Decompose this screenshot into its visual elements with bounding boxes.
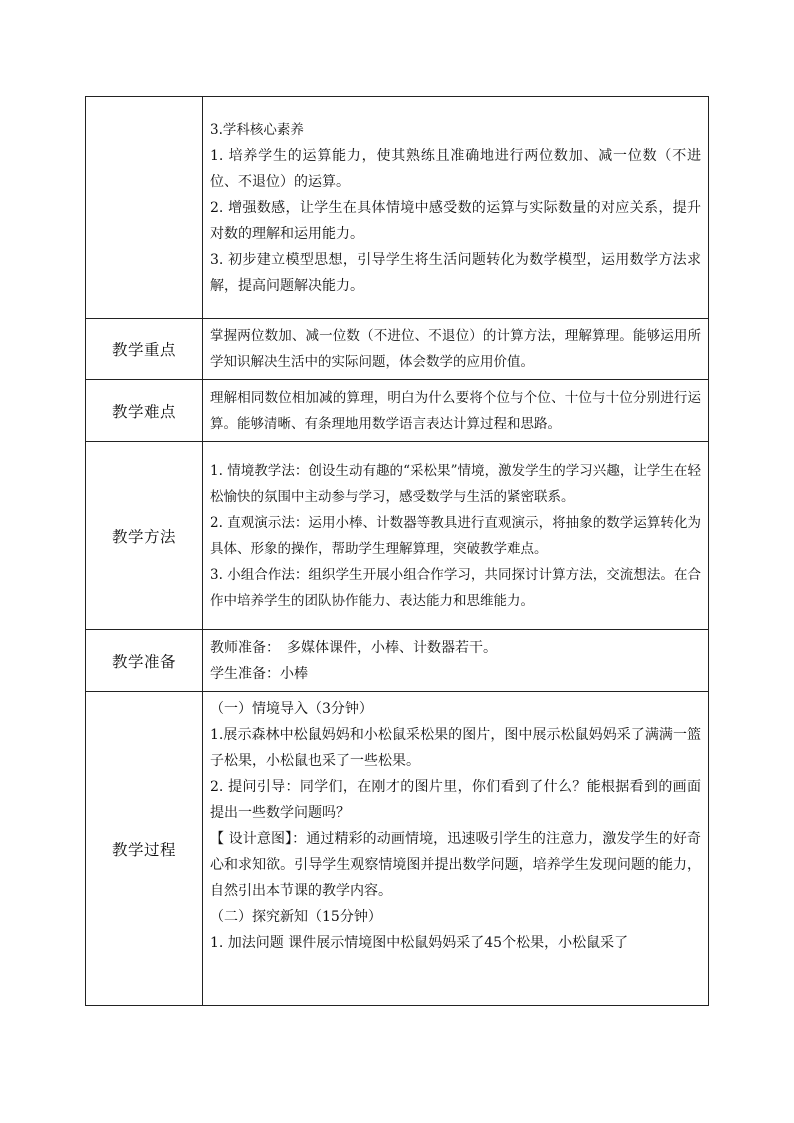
- paragraph: 1. 情境教学法：创设生动有趣的“采松果”情境，激发学生的学习兴趣，让学生在轻松愉快的氛围中主动参与学习，感受数学与生活的紧密联系。: [210, 462, 701, 505]
- paragraph: 2. 增强数感，让学生在具体情境中感受数的运算与实际数量的对应关系，提升对数的理解和运用能力。: [210, 199, 701, 242]
- row-content: [203, 692, 709, 1006]
- paragraph: 1. 培养学生的运算能力，使其熟练且准确地进行两位数加、减一位数（不进位、不退位）的运算。: [210, 147, 701, 190]
- paragraph: 3. 初步建立模型思想，引导学生将生活问题转化为数学模型，运用数学方法求解，提高问题解决能力。: [210, 251, 701, 294]
- paragraph: 学生准备：小棒: [210, 665, 308, 682]
- paragraph: 3.学科核心素养: [210, 121, 304, 138]
- row-content: [203, 319, 709, 380]
- row-content: [203, 630, 709, 692]
- row-content: [203, 442, 709, 630]
- table-row: [86, 380, 709, 442]
- paragraph: 【 设计意图】：通过精彩的动画情境，迅速吸引学生的注意力，激发学生的好奇心和求知欲。引导学生观察情境图并提出数学问题，培养学生发现问题的能力，自然引出本节课的教学内容。: [210, 831, 701, 899]
- table-row: [86, 97, 709, 319]
- paragraph: 1.展示森林中松鼠妈妈和小松鼠采松果的图片，图中展示松鼠妈妈采了满满一篮子松果，小松鼠也采了一些松果。: [210, 727, 701, 769]
- paragraph: 2. 直观演示法：运用小棒、计数器等教具进行直观演示，将抽象的数学运算转化为具体、形象的操作，帮助学生理解算理，突破教学难点。: [210, 514, 701, 557]
- lesson-plan-table: [85, 96, 709, 1006]
- paragraph: 教师准备： 多媒体课件，小棒、计数器若干。: [210, 639, 497, 656]
- row-label: [86, 97, 203, 319]
- paragraph: 理解相同数位相加减的算理，明白为什么要将个位与个位、十位与十位分别进行运算。能够清晰、有条理地用数学语言表达计算过程和思路。: [210, 389, 701, 432]
- table-row: [86, 442, 709, 630]
- row-content: [203, 97, 709, 319]
- paragraph: 3. 小组合作法：组织学生开展小组合作学习，共同探讨计算方法，交流想法。在合作中培养学生的团队协作能力、表达能力和思维能力。: [210, 566, 701, 609]
- row-label-teaching-method: 教学方法: [86, 442, 203, 630]
- paragraph: 2. 提问引导：同学们，在刚才的图片里，你们看到了什么？能根据看到的画面提出一些数学问题吗？: [210, 779, 701, 821]
- table-row: [86, 319, 709, 380]
- row-label-teaching-focus: 教学重点: [86, 319, 203, 380]
- paragraph: （一）情境导入（3分钟）: [210, 701, 373, 717]
- row-label-teaching-process: 教学过程: [86, 692, 203, 1006]
- paragraph: （二）探究新知（15分钟）: [210, 909, 382, 925]
- row-content: [203, 380, 709, 442]
- table-row: [86, 630, 709, 692]
- row-label-teaching-difficulty: 教学难点: [86, 380, 203, 442]
- paragraph: 掌握两位数加、减一位数（不进位、不退位）的计算方法，理解算理。能够运用所学知识解决生活中的实际问题，体会数学的应用价值。: [210, 328, 701, 370]
- table-row: [86, 692, 709, 1006]
- row-label-teaching-preparation: 教学准备: [86, 630, 203, 692]
- paragraph: 1. 加法问题 课件展示情境图中松鼠妈妈采了45个松果，小松鼠采了: [210, 935, 629, 951]
